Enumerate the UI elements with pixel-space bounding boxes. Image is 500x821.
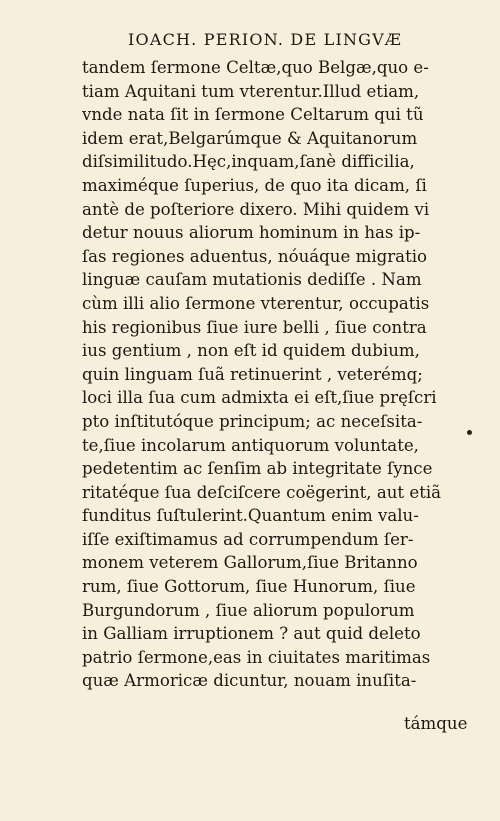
text-line: ritatéque ſua deſciſcere coëgerint, aut etiã: [82, 482, 442, 502]
running-header: IOACH. PERION. DE LINGVÆ: [128, 30, 403, 49]
text-line: antè de poſteriore dixero. Mihi quidem vi: [82, 199, 430, 219]
text-line: pedetentim ac ſenſim ab integritate ſynce: [82, 459, 433, 479]
text-line: idem erat,Belgarúmque & Aquitanorum: [82, 128, 418, 148]
text-line: rum, ſiue Gottorum, ſiue Hunorum, ſiue: [82, 577, 416, 597]
text-line: diſsimilitudo.Hęc,inquam,ſanè difficilia,: [82, 152, 415, 172]
text-line: loci illa ſua cum admixta ei eſt,ſiue pręſcri: [82, 388, 437, 408]
text-line: patrio ſermone,eas in ciuitates maritimas: [82, 647, 431, 667]
text-line: his regionibus ſiue iure belli , ſiue contra: [82, 317, 427, 337]
text-line: monem veterem Gallorum,ſiue Britanno: [82, 553, 418, 573]
text-line: in Galliam irruptionem ? aut quid deleto: [82, 624, 421, 644]
text-line: iſſe exiſtimamus ad corrumpendum ſer-: [82, 529, 414, 549]
text-line: linguæ cauſam mutationis dediſſe . Nam: [82, 270, 422, 290]
text-line: quæ Armoricæ dicuntur, nouam inuſita-: [82, 671, 417, 691]
text-line: ſas regiones aduentus, nóuáque migratio: [82, 246, 428, 266]
text-line: cùm illi alio ſermone vterentur, occupatis: [82, 293, 430, 313]
text-line: Burgundorum , ſiue aliorum populorum: [82, 600, 415, 620]
margin-mark: [467, 430, 472, 435]
text-line: vnde nata ſit in ſermone Celtarum qui tũ: [82, 105, 424, 125]
catchword: támque: [404, 714, 468, 733]
text-line: maximéque ſuperius, de quo ita dicam, ſi: [82, 175, 427, 195]
text-line: ius gentium , non eſt id quidem dubium,: [82, 341, 420, 361]
text-line: tandem ſermone Celtæ,quo Belgæ,quo e-: [82, 58, 429, 77]
text-line: pto inſtitutóque principum; ac neceſsita-: [82, 411, 423, 431]
text-line: te,ſiue incolarum antiquorum voluntate,: [82, 435, 419, 455]
body-text: [82, 56, 457, 693]
text-line: quin linguam ſuã retinuerint , veterémq;: [82, 364, 423, 384]
text-line: tiam Aquitani tum vterentur.Illud etiam,: [82, 81, 420, 101]
text-line: detur nouus aliorum hominum in has ip-: [82, 223, 421, 243]
text-line: funditus ſuſtulerint.Quantum enim valu-: [82, 506, 419, 526]
